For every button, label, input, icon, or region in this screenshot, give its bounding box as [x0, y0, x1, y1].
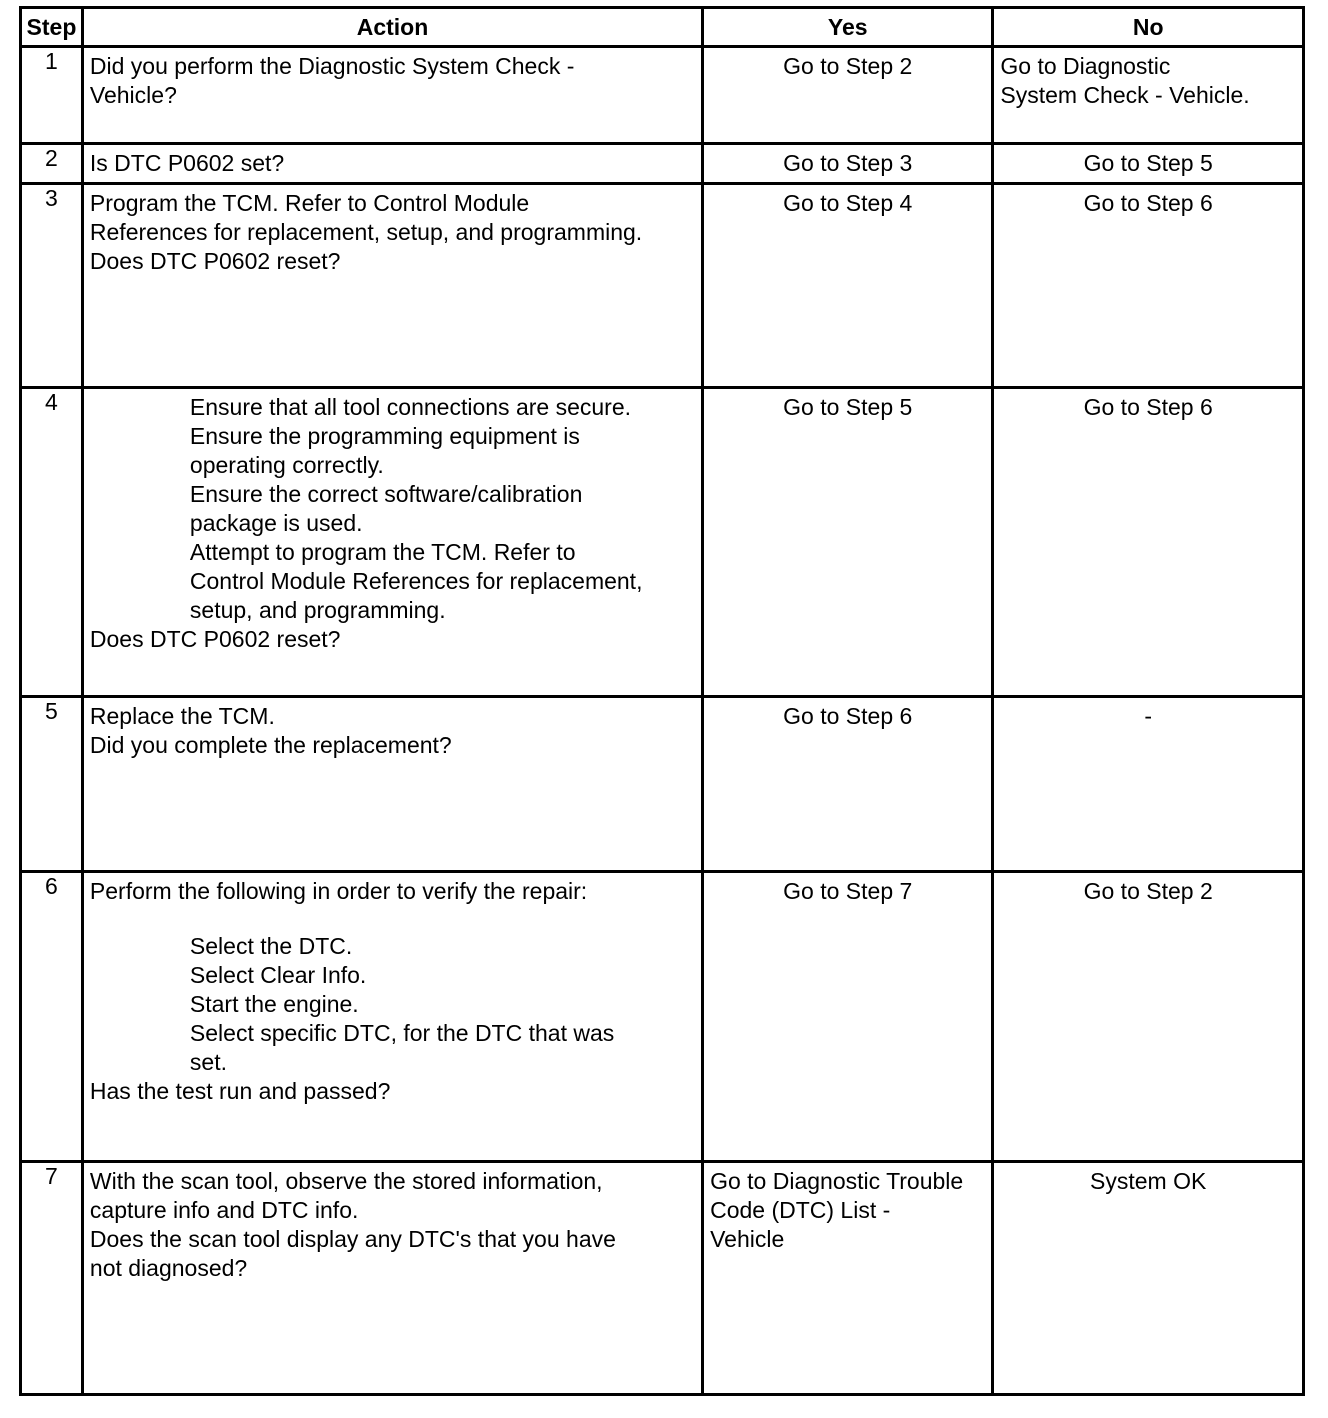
step-number: 6	[21, 872, 83, 1162]
header-row	[21, 8, 1304, 47]
yes-result: Go to Step 3	[783, 150, 913, 176]
action-text: Vehicle?	[89, 82, 177, 108]
table-row-step-1	[21, 47, 1304, 144]
yes-result: Go to Step 4	[783, 190, 913, 216]
list-item: package is used.	[189, 510, 363, 536]
yes-result: Code (DTC) List -	[710, 1197, 891, 1223]
action-list	[90, 393, 695, 625]
action-question: Does DTC P0602 reset?	[89, 626, 341, 652]
list-item: setup, and programming.	[189, 597, 446, 623]
no-cell	[994, 185, 1302, 220]
yes-result: Vehicle	[710, 1226, 785, 1252]
table-row-step-5	[21, 697, 1304, 872]
no-cell	[994, 698, 1302, 733]
header-no: No	[993, 8, 1304, 47]
no-result: Go to Step 6	[1083, 394, 1213, 420]
action-text: Is DTC P0602 set?	[89, 150, 285, 176]
action-text: With the scan tool, observe the stored information,	[89, 1168, 603, 1194]
no-result: Go to Diagnostic	[1000, 53, 1171, 79]
yes-cell	[704, 389, 991, 424]
step-number: 5	[21, 697, 83, 872]
no-result: Go to Step 2	[1083, 878, 1213, 904]
action-cell	[84, 389, 701, 656]
yes-result: Go to Step 2	[783, 53, 913, 79]
yes-cell	[704, 873, 991, 908]
action-text: Perform the following in order to verify the repair:	[89, 878, 588, 904]
action-question: Has the test run and passed?	[89, 1078, 391, 1104]
yes-result: Go to Diagnostic Trouble	[710, 1168, 964, 1194]
no-cell	[994, 1163, 1302, 1198]
list-item: Ensure the programming equipment is	[189, 423, 580, 449]
action-text: Did you perform the Diagnostic System Check -	[89, 53, 575, 79]
diagnostic-table	[19, 6, 1305, 1396]
yes-cell	[704, 48, 991, 83]
action-text: Program the TCM. Refer to Control Module	[89, 190, 530, 216]
list-item: Select Clear Info.	[189, 962, 367, 988]
list-item: Ensure the correct software/calibration	[189, 481, 583, 507]
action-cell	[84, 698, 701, 762]
yes-cell	[704, 698, 991, 733]
header-action: Action	[82, 8, 702, 47]
table-row-step-6	[21, 872, 1304, 1162]
table-row-step-2	[21, 144, 1304, 184]
no-result: System Check - Vehicle.	[1000, 82, 1250, 108]
yes-cell	[704, 185, 991, 220]
step-number: 1	[21, 47, 83, 144]
step-number: 7	[21, 1162, 83, 1395]
no-result: Go to Step 6	[1083, 190, 1213, 216]
yes-result: Go to Step 6	[783, 703, 913, 729]
table-row-step-4	[21, 388, 1304, 697]
list-item: set.	[189, 1049, 227, 1075]
step-number: 3	[21, 184, 83, 388]
no-cell	[994, 48, 1302, 112]
action-list	[90, 932, 695, 1077]
action-question: Does the scan tool display any DTC's that you have	[89, 1226, 616, 1252]
yes-cell	[704, 1163, 991, 1256]
action-text: capture info and DTC info.	[89, 1197, 359, 1223]
no-cell	[994, 873, 1302, 908]
step-number: 2	[21, 144, 83, 184]
yes-cell	[704, 145, 991, 180]
action-cell	[84, 873, 701, 1108]
list-item: Control Module References for replacement,	[189, 568, 643, 594]
step-number: 4	[21, 388, 83, 697]
table-row-step-3	[21, 184, 1304, 388]
header-yes: Yes	[703, 8, 993, 47]
action-text: Replace the TCM.	[89, 703, 275, 729]
action-question: Does DTC P0602 reset?	[89, 248, 341, 274]
yes-result: Go to Step 7	[783, 878, 913, 904]
action-cell	[84, 48, 701, 112]
no-result: System OK	[1090, 1168, 1207, 1194]
yes-result: Go to Step 5	[783, 394, 913, 420]
action-cell	[84, 185, 701, 278]
list-item: Ensure that all tool connections are secure.	[189, 394, 631, 420]
no-result: Go to Step 5	[1083, 150, 1213, 176]
action-cell	[84, 1163, 701, 1285]
no-cell	[994, 145, 1302, 180]
table-row-step-7	[21, 1162, 1304, 1395]
list-item: Attempt to program the TCM. Refer to	[189, 539, 576, 565]
list-item: operating correctly.	[189, 452, 384, 478]
list-item: Start the engine.	[189, 991, 359, 1017]
no-result: -	[1144, 703, 1153, 729]
no-cell	[994, 389, 1302, 424]
action-question: not diagnosed?	[89, 1255, 248, 1281]
action-cell	[84, 145, 701, 180]
list-item: Select the DTC.	[189, 933, 353, 959]
action-question: Did you complete the replacement?	[89, 732, 452, 758]
header-step: Step	[21, 8, 83, 47]
action-text: References for replacement, setup, and programming.	[89, 219, 643, 245]
list-item: Select specific DTC, for the DTC that was	[189, 1020, 615, 1046]
